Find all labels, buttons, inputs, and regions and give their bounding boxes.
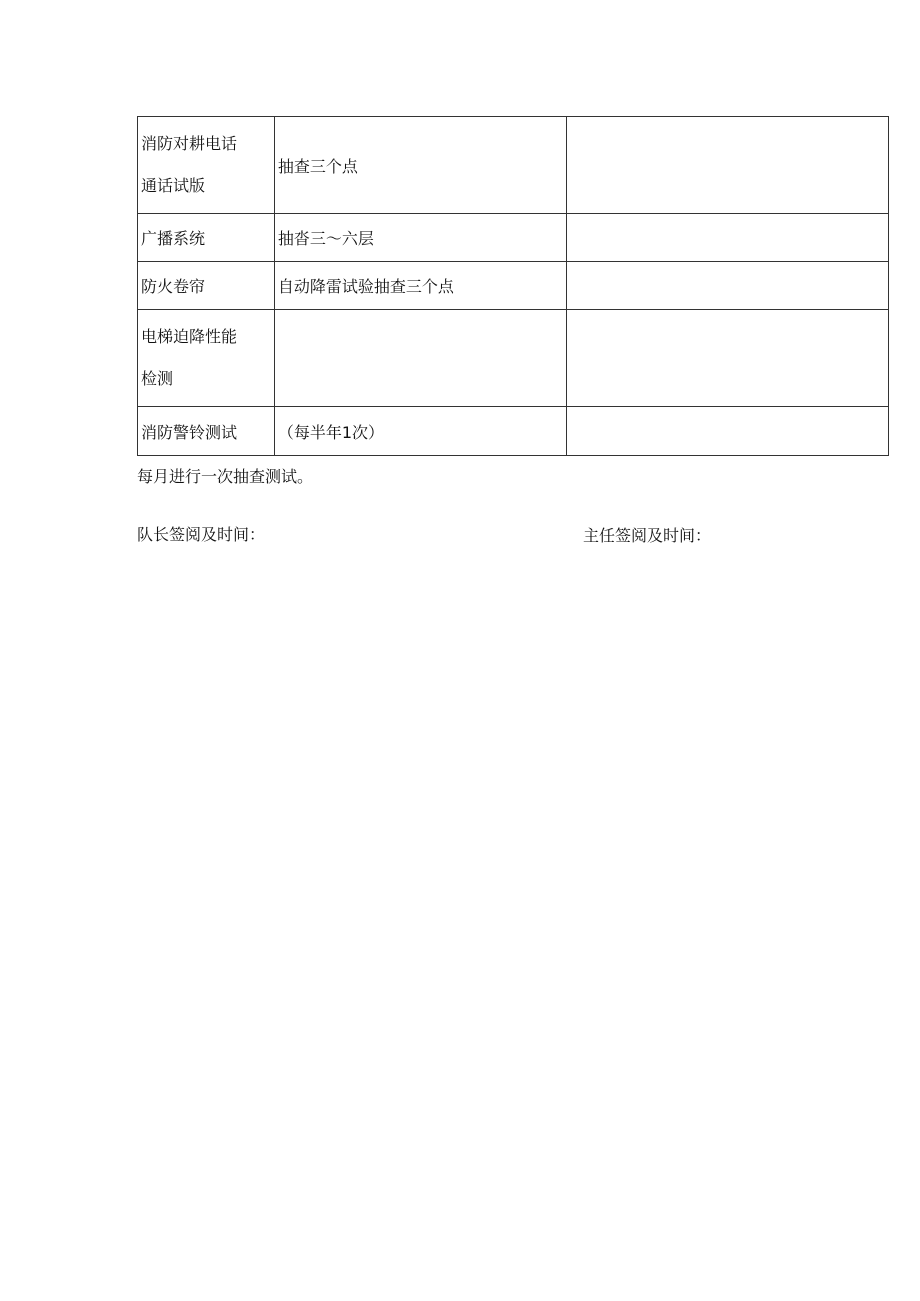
inspection-table [137,116,889,456]
method-cell: （每半年1次） [274,407,566,456]
result-cell [566,214,888,262]
result-cell [566,310,888,407]
table-row [138,117,889,214]
captain-signature-label: 队长签阅及时间： [137,525,266,544]
item-line-2: 检测 [141,369,174,388]
item-cell [138,117,275,214]
method-cell: 抽查三个点 [274,117,566,214]
item-cell: 防火卷帘 [138,262,275,310]
table-row [138,214,889,262]
result-cell [566,262,888,310]
item-cell: 消防警铃测试 [138,407,275,456]
item-cell: 广播系统 [138,214,275,262]
item-line-1: 电梯迫降性能 [141,327,238,346]
method-cell: 自动降雷试验抽查三个点 [274,262,566,310]
method-cell [274,310,566,407]
result-cell [566,117,888,214]
item-line-2: 通话试版 [141,176,206,195]
item-cell [138,310,275,407]
table-row [138,262,889,310]
director-signature-label: 主任签阅及时间： [583,526,712,545]
item-line-1: 消防对耕电话 [141,134,238,153]
result-cell [566,407,888,456]
table-row [138,407,889,456]
monthly-note: 每月进行一次抽查测试。 [137,467,314,486]
method-cell: 抽沓三〜六层 [274,214,566,262]
table-row [138,310,889,407]
